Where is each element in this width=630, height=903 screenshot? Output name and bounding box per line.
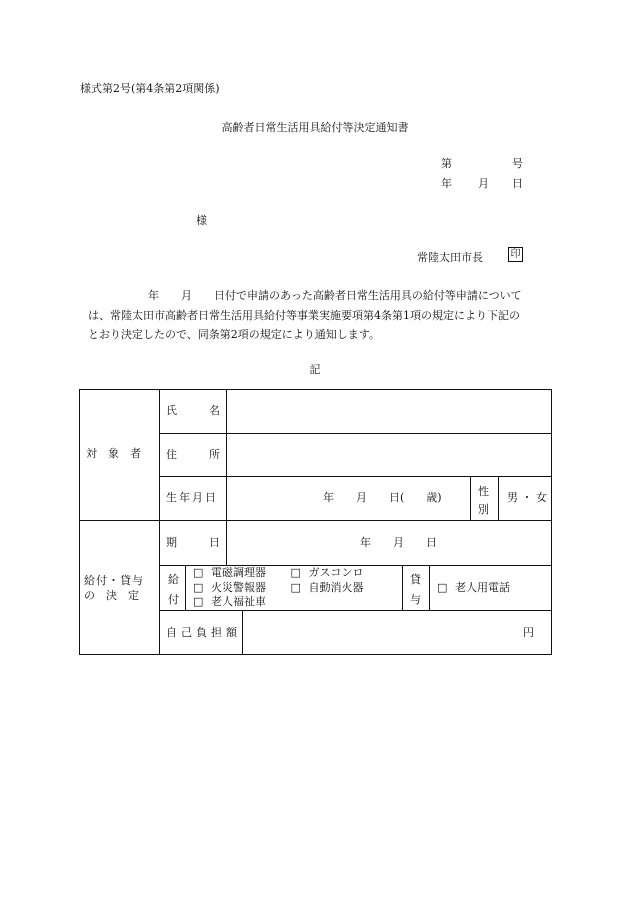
document-number-label: 第 <box>441 157 452 170</box>
document-number-suffix: 号 <box>512 157 523 170</box>
issue-date-month: 月 <box>478 177 489 190</box>
decision-label: 給付・貸与 <box>84 574 144 587</box>
checkbox[interactable]: □ <box>437 581 448 594</box>
name-label: 氏 名 <box>166 404 220 417</box>
sex-label: 性 別 <box>478 485 489 516</box>
issue-date-day: 日 <box>512 177 523 190</box>
sex-options: 男 ・ 女 <box>507 491 547 504</box>
birthdate-label: 生年月日 <box>166 491 218 504</box>
burden-label: 自己負担額 <box>166 626 241 639</box>
supply-item: 電磁調理器 <box>211 566 266 579</box>
period-value: 年 月 日 <box>360 536 437 549</box>
loan-item: □ 老人用電話 <box>437 581 510 594</box>
burden-unit: 円 <box>523 626 534 639</box>
checkbox[interactable]: □ <box>290 566 301 579</box>
checkbox[interactable]: □ <box>193 595 204 608</box>
addressee-honorific: 様 <box>196 214 207 227</box>
table-border <box>80 390 552 655</box>
supply-items <box>193 566 364 610</box>
checkbox[interactable]: □ <box>193 566 204 579</box>
supply-row <box>193 566 364 581</box>
decision-label-2: の 決 定 <box>84 589 139 602</box>
seal-box: 印 <box>508 247 523 262</box>
notice-line: とおり決定したので、同条第2項の規定により通知します。 <box>88 328 380 341</box>
supply-item: 火災警報器 <box>211 580 266 594</box>
supply-row <box>193 595 364 610</box>
address-label: 住 所 <box>166 448 220 461</box>
supply-label: 給 付 <box>168 573 179 606</box>
document-title: 高齢者日常生活用具給付等決定通知書 <box>221 121 409 134</box>
loan-label: 貸 与 <box>410 573 421 606</box>
issue-date-year: 年 <box>441 177 452 190</box>
notice-line: は、常陸太田市高齢者日常生活用具給付等事業実施要項第4条第1項の規定により下記の <box>88 308 520 322</box>
checkbox[interactable]: □ <box>290 580 301 594</box>
supply-item: 自動消火器 <box>308 580 364 594</box>
issuer-name: 常陸太田市長 <box>417 251 483 264</box>
period-label: 期 日 <box>166 536 220 549</box>
subject-label: 対 象 者 <box>86 447 141 460</box>
supply-row <box>193 581 364 596</box>
supply-item: ガスコンロ <box>308 566 364 579</box>
supply-item: 老人福祉車 <box>211 595 266 608</box>
ki-heading: 記 <box>309 363 321 376</box>
form-number: 様式第2号(第4条第2項関係) <box>80 82 220 95</box>
birthdate-value: 年 月 日( 歳) <box>323 491 442 504</box>
notice-line: 年 月 日付で申請のあった高齢者日常生活用具の給付等申請について <box>148 289 522 302</box>
checkbox[interactable]: □ <box>193 580 204 594</box>
